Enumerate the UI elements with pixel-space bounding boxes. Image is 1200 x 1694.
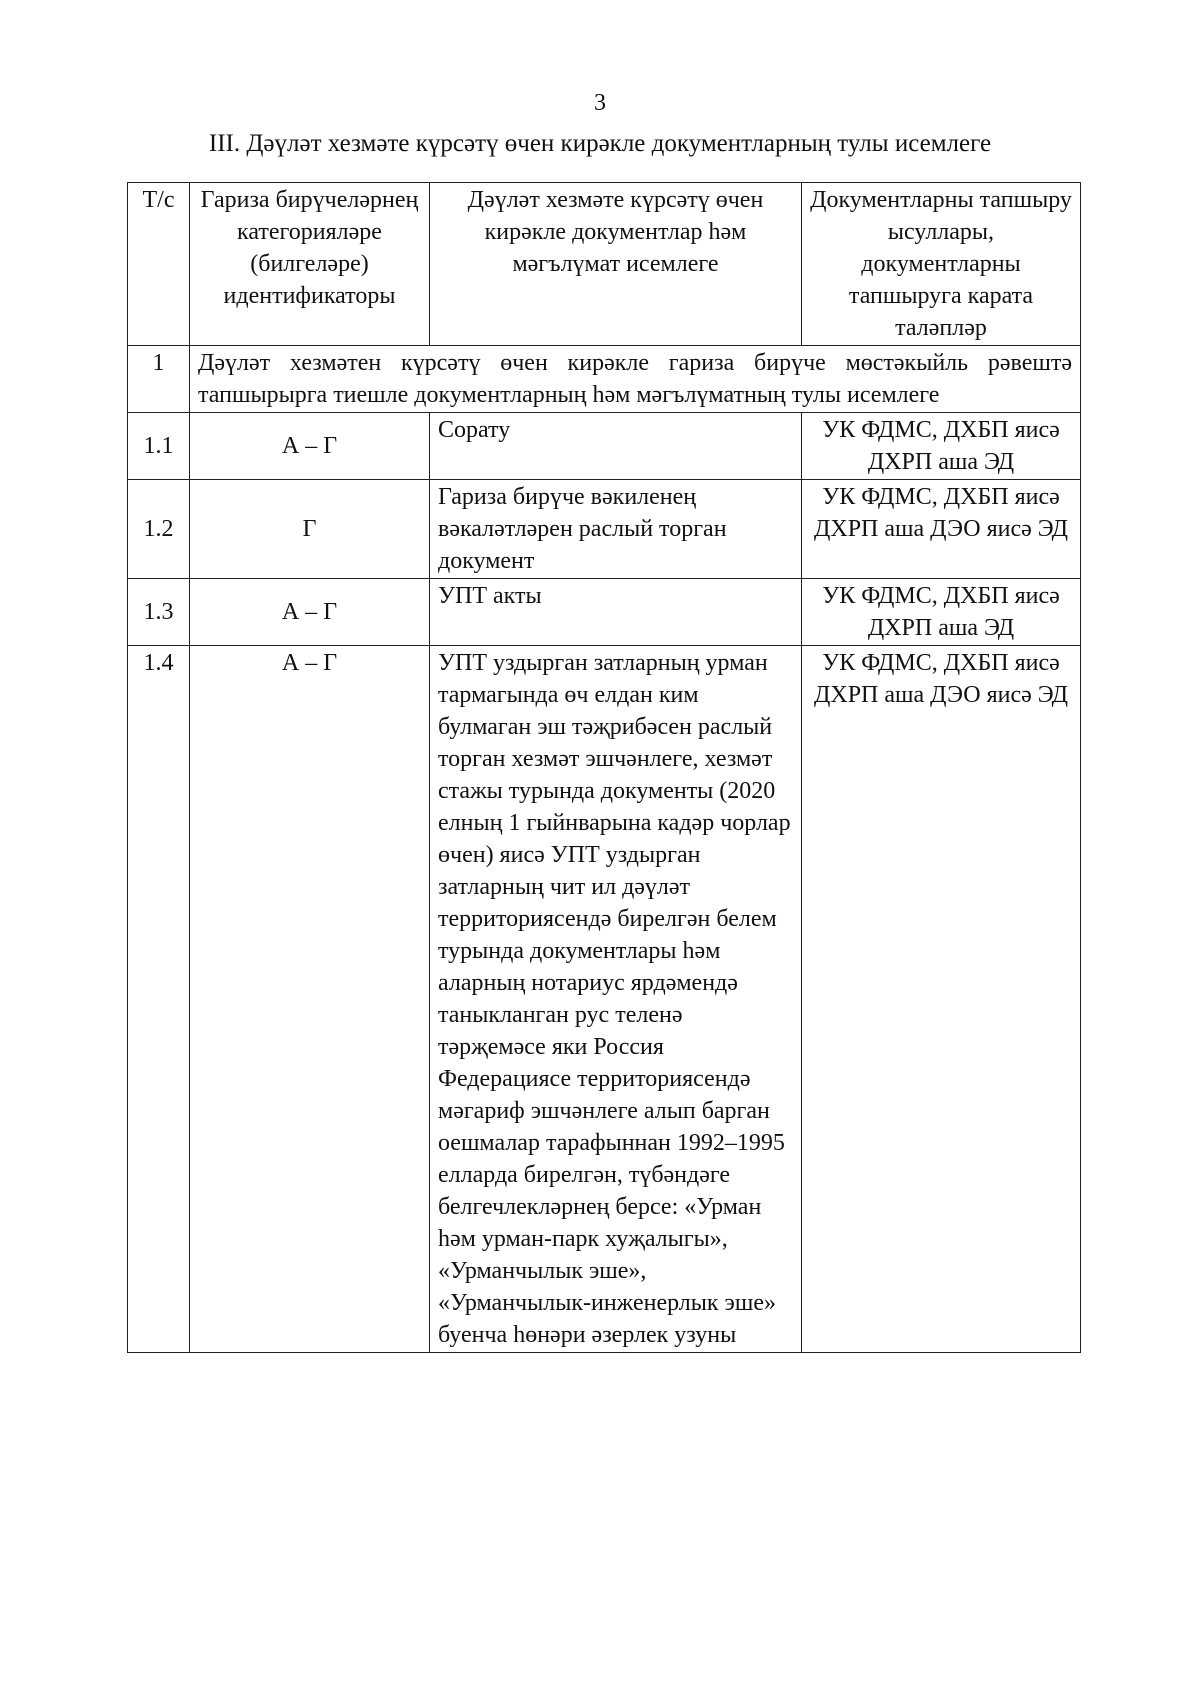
section-row-num: 1	[128, 346, 190, 413]
header-methods: Документларны тапшыру ысуллары, документларны тапшыруга карата таләпләр	[802, 183, 1081, 346]
table-row	[128, 480, 1081, 579]
section-title: III. Дәүләт хезмәте күрсәтү өчен кирәкле документларның тулы исемлеге	[208, 130, 992, 157]
table-header-row	[128, 183, 1081, 346]
row-document: Гариза бирүче вәкиленең вәкаләтләрен раслый торган документ	[430, 480, 802, 579]
section-row	[128, 346, 1081, 413]
page-number: 3	[594, 90, 606, 116]
section-row-text: Дәүләт хезмәтен күрсәтү өчен кирәкле гариза бирүче мөстәкыйль рәвештә тапшырырга тиешле документларның һәм мәгълүматның тулы исемлеге	[190, 346, 1081, 413]
row-document: УПТ акты	[430, 579, 802, 646]
row-method: УК ФДМС, ДХБП яисә ДХРП аша ДЭО яисә ЭД	[802, 480, 1081, 579]
row-document: Сорату	[430, 413, 802, 480]
header-documents: Дәүләт хезмәте күрсәтү өчен кирәкле документлар һәм мәгълүмат исемлеге	[430, 183, 802, 346]
row-num: 1.2	[128, 480, 190, 579]
row-category: А – Г	[190, 413, 430, 480]
table-row	[128, 413, 1081, 480]
row-num: 1.4	[128, 646, 190, 1353]
row-category: А – Г	[190, 579, 430, 646]
row-category: Г	[190, 480, 430, 579]
row-category: А – Г	[190, 646, 430, 1353]
row-num: 1.3	[128, 579, 190, 646]
table-row	[128, 579, 1081, 646]
table-row	[128, 646, 1081, 1353]
row-method: УК ФДМС, ДХБП яисә ДХРП аша ДЭО яисә ЭД	[802, 646, 1081, 1353]
documents-table	[127, 182, 1081, 1353]
row-method: УК ФДМС, ДХБП яисә ДХРП аша ЭД	[802, 579, 1081, 646]
row-document: УПТ уздырган затларның урман тармагында өч елдан ким булмаган эш тәҗрибәсен раслый торган хезмәт эшчәнлеге, хезмәт стажы турында документы (2020 елның 1 гыйнварына кадәр чорлар өчен) яисә УПТ уздырган затларның чит ил дәүләт территориясендә бирелгән белем турында документлары һәм аларның нотариус ярдәмендә таныкланган рус теленә тәрҗемәсе яки Россия Федерациясе территориясендә мәгариф эшчәнлеге алып барган оешмалар тарафыннан 1992–1995 елларда бирелгән, түбәндәге белгечлекләрнең берсе: «Урман һәм урман-парк хуҗалыгы», «Урманчылык эше», «Урманчылык-инженерлык эше» буенча һөнәри әзерлек узуны	[430, 646, 802, 1353]
header-category: Гариза бирүчеләрнең категорияләре (билгеләре) идентификаторы	[190, 183, 430, 346]
header-num: Т/с	[128, 183, 190, 346]
row-num: 1.1	[128, 413, 190, 480]
row-method: УК ФДМС, ДХБП яисә ДХРП аша ЭД	[802, 413, 1081, 480]
